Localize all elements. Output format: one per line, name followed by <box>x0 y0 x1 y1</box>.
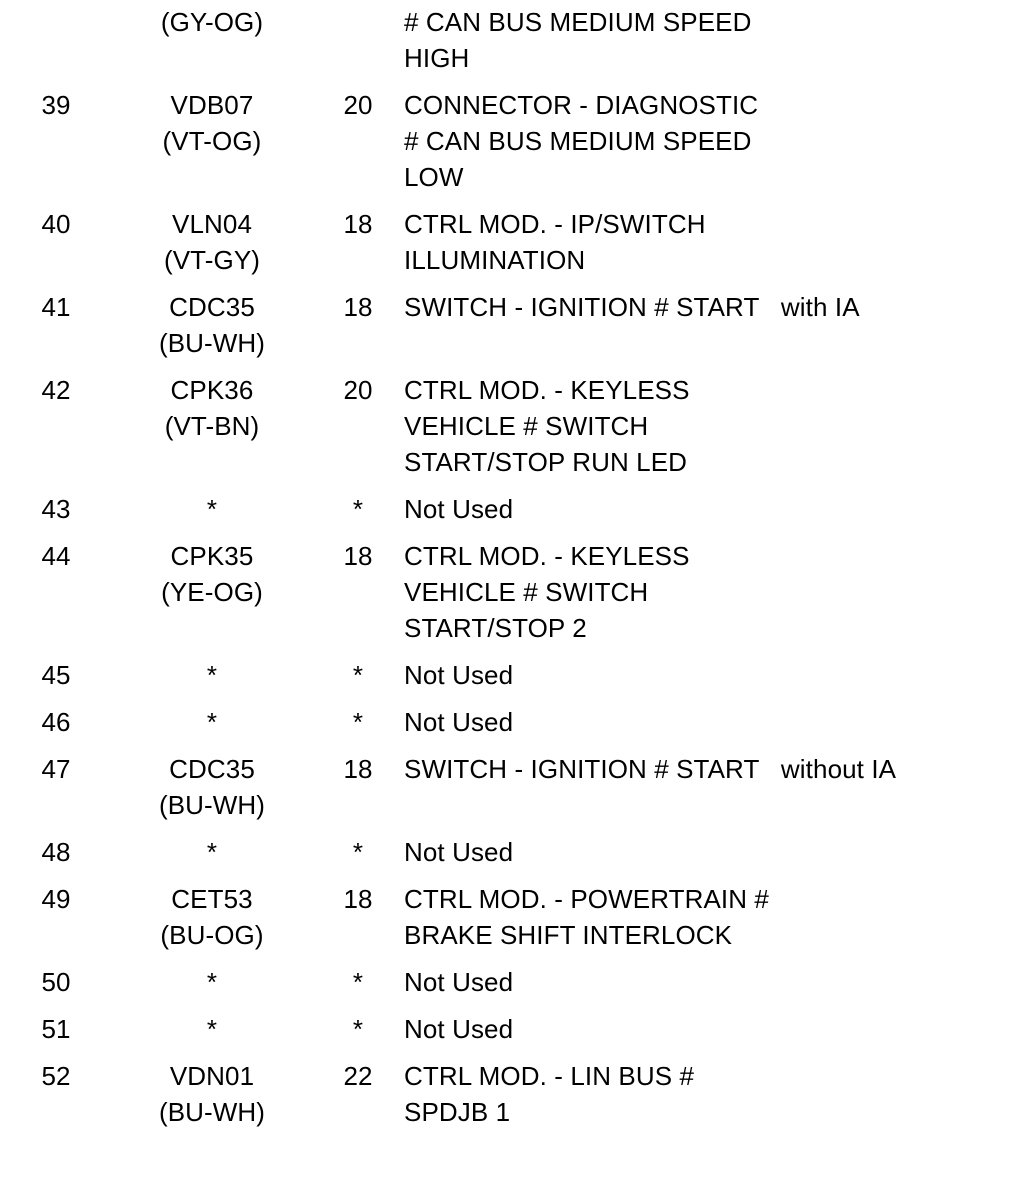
cavity-number: 45 <box>41 660 71 690</box>
circuit-cell <box>112 881 312 964</box>
circuit-id: VDB07 <box>170 90 254 120</box>
circuit-color-code: (BU-WH) <box>158 790 266 820</box>
cavity-number: 51 <box>41 1014 71 1044</box>
description-cell <box>404 881 1028 964</box>
cavity-cell <box>0 87 112 206</box>
description-cell <box>404 657 1028 704</box>
circuit-id: VLN04 <box>172 209 252 239</box>
gauge-cell <box>312 538 404 657</box>
cavity-cell <box>0 372 112 491</box>
circuit-cell <box>112 4 312 87</box>
description-line: # CAN BUS MEDIUM SPEED <box>404 126 752 156</box>
description-line: Not Used <box>404 967 514 997</box>
gauge-cell <box>312 964 404 1011</box>
table-row <box>0 751 1028 834</box>
description-line: BRAKE SHIFT INTERLOCK <box>404 920 733 950</box>
description-cell <box>404 964 1028 1011</box>
description-line: # CAN BUS MEDIUM SPEED <box>404 7 752 37</box>
table-row <box>0 289 1028 372</box>
gauge-value: * <box>352 707 364 737</box>
circuit-id: VDN01 <box>169 1061 255 1091</box>
description-cell <box>404 206 1028 289</box>
description-cell <box>404 538 1028 657</box>
gauge-cell <box>312 751 404 834</box>
cavity-number: 52 <box>41 1061 71 1091</box>
circuit-id: CPK36 <box>170 375 254 405</box>
description-line: Not Used <box>404 494 514 524</box>
circuit-cell <box>112 657 312 704</box>
description-line: CONNECTOR - DIAGNOSTIC <box>404 90 759 120</box>
circuit-color-code: (VT-GY) <box>163 245 261 275</box>
cavity-cell <box>0 1058 112 1141</box>
gauge-value: * <box>352 1014 364 1044</box>
circuit-cell <box>112 834 312 881</box>
gauge-value: * <box>352 494 364 524</box>
cavity-number: 42 <box>41 375 71 405</box>
description-line: VEHICLE # SWITCH <box>404 411 649 441</box>
cavity-cell <box>0 206 112 289</box>
gauge-cell <box>312 1058 404 1141</box>
circuit-cell <box>112 1058 312 1141</box>
cavity-number: 41 <box>41 292 71 322</box>
description-cell <box>404 87 1028 206</box>
description-cell <box>404 289 1028 372</box>
circuit-id: CDC35 <box>169 292 255 322</box>
cavity-cell <box>0 1011 112 1058</box>
circuit-color-code: (VT-BN) <box>164 411 260 441</box>
cavity-cell <box>0 289 112 372</box>
gauge-value: 20 <box>343 90 373 120</box>
table-row <box>0 704 1028 751</box>
cavity-cell <box>0 881 112 964</box>
description-line: CTRL MOD. - POWERTRAIN # <box>404 884 769 914</box>
description-line: LOW <box>404 162 464 192</box>
description-line: Not Used <box>404 660 514 690</box>
table-row <box>0 538 1028 657</box>
table-row <box>0 964 1028 1011</box>
gauge-value: 18 <box>343 209 373 239</box>
description-line: HIGH <box>404 43 470 73</box>
description-line: CTRL MOD. - IP/SWITCH <box>404 209 706 239</box>
cavity-cell <box>0 4 112 87</box>
circuit-cell <box>112 491 312 538</box>
circuit-cell <box>112 87 312 206</box>
circuit-id: CDC35 <box>169 754 255 784</box>
cavity-cell <box>0 751 112 834</box>
circuit-color-code: (GY-OG) <box>160 7 264 37</box>
description-cell <box>404 704 1028 751</box>
description-line: START/STOP 2 <box>404 613 587 643</box>
description-line: Not Used <box>404 707 514 737</box>
gauge-cell <box>312 1011 404 1058</box>
description-cell <box>404 372 1028 491</box>
gauge-value: * <box>352 837 364 867</box>
table-row <box>0 834 1028 881</box>
cavity-cell <box>0 834 112 881</box>
circuit-cell <box>112 289 312 372</box>
description-line: START/STOP RUN LED <box>404 447 688 477</box>
description-cell <box>404 1011 1028 1058</box>
circuit-id: CPK35 <box>170 541 254 571</box>
circuit-cell <box>112 206 312 289</box>
table-row <box>0 1058 1028 1141</box>
circuit-color-code: (YE-OG) <box>161 577 263 607</box>
gauge-value: * <box>352 967 364 997</box>
table-row <box>0 4 1028 87</box>
cavity-number: 44 <box>41 541 71 571</box>
gauge-value: 18 <box>343 292 373 322</box>
circuit-cell <box>112 1011 312 1058</box>
circuit-id: * <box>206 967 218 997</box>
description-cell <box>404 751 1028 834</box>
cavity-cell <box>0 657 112 704</box>
gauge-cell <box>312 289 404 372</box>
circuit-id: * <box>206 660 218 690</box>
circuit-color-code: (BU-WH) <box>158 328 266 358</box>
cavity-number: 48 <box>41 837 71 867</box>
table-row <box>0 657 1028 704</box>
circuit-cell <box>112 751 312 834</box>
cavity-cell <box>0 491 112 538</box>
description-cell <box>404 4 1028 87</box>
description-cell <box>404 491 1028 538</box>
description-cell <box>404 834 1028 881</box>
description-line: CTRL MOD. - KEYLESS <box>404 541 690 571</box>
description-line: SWITCH - IGNITION # START without IA <box>404 754 897 784</box>
description-line: ILLUMINATION <box>404 245 586 275</box>
gauge-cell <box>312 881 404 964</box>
document-page <box>0 4 1028 1180</box>
cavity-number: 40 <box>41 209 71 239</box>
circuit-color-code: (VT-OG) <box>162 126 262 156</box>
circuit-id: * <box>206 494 218 524</box>
cavity-cell <box>0 538 112 657</box>
circuit-color-code: (BU-OG) <box>160 920 264 950</box>
circuit-cell <box>112 704 312 751</box>
table-body <box>0 4 1028 1141</box>
gauge-value: 20 <box>343 375 373 405</box>
gauge-cell <box>312 372 404 491</box>
gauge-value: 18 <box>343 541 373 571</box>
table-row <box>0 1011 1028 1058</box>
circuit-color-code: (BU-WH) <box>158 1097 266 1127</box>
cavity-number: 43 <box>41 494 71 524</box>
cavity-cell <box>0 964 112 1011</box>
connector-pinout-table <box>0 4 1028 1141</box>
cavity-number: 47 <box>41 754 71 784</box>
gauge-value: * <box>352 660 364 690</box>
gauge-cell <box>312 491 404 538</box>
gauge-cell <box>312 4 404 87</box>
gauge-cell <box>312 704 404 751</box>
gauge-value: 18 <box>343 754 373 784</box>
description-line: Not Used <box>404 837 514 867</box>
table-row <box>0 881 1028 964</box>
gauge-value: 18 <box>343 884 373 914</box>
table-row <box>0 491 1028 538</box>
description-line: SPDJB 1 <box>404 1097 511 1127</box>
description-line: CTRL MOD. - LIN BUS # <box>404 1061 695 1091</box>
description-line: Not Used <box>404 1014 514 1044</box>
circuit-cell <box>112 372 312 491</box>
description-line: CTRL MOD. - KEYLESS <box>404 375 690 405</box>
cavity-number: 46 <box>41 707 71 737</box>
gauge-cell <box>312 206 404 289</box>
gauge-value: 22 <box>343 1061 373 1091</box>
description-line: SWITCH - IGNITION # START with IA <box>404 292 860 322</box>
gauge-cell <box>312 834 404 881</box>
circuit-cell <box>112 538 312 657</box>
description-cell <box>404 1058 1028 1141</box>
cavity-number: 39 <box>41 90 71 120</box>
description-line: VEHICLE # SWITCH <box>404 577 649 607</box>
table-row <box>0 206 1028 289</box>
table-row <box>0 372 1028 491</box>
circuit-id: * <box>206 1014 218 1044</box>
cavity-cell <box>0 704 112 751</box>
circuit-cell <box>112 964 312 1011</box>
table-row <box>0 87 1028 206</box>
cavity-number: 50 <box>41 967 71 997</box>
circuit-id: CET53 <box>171 884 253 914</box>
gauge-cell <box>312 657 404 704</box>
cavity-number: 49 <box>41 884 71 914</box>
gauge-cell <box>312 87 404 206</box>
circuit-id: * <box>206 837 218 867</box>
circuit-id: * <box>206 707 218 737</box>
